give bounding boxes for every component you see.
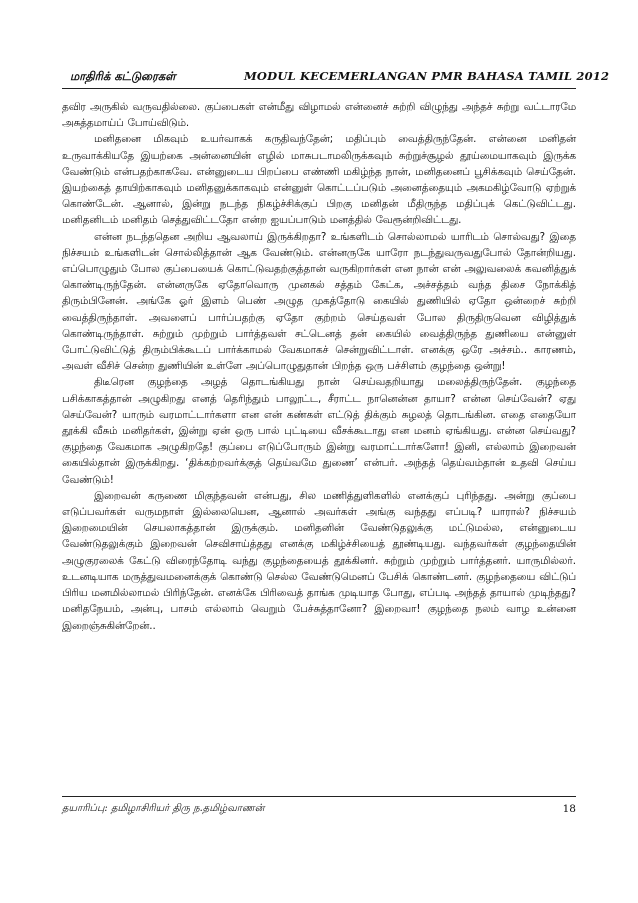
- footer-author: தயாரிப்பு: தமிழாசிரியர் திரு ந.தமிழ்வாணன்: [62, 803, 265, 814]
- essay-paragraph-4: திடீரென குழந்தை அழத் தொடங்கியது நான் செய்வதறியாது மலைத்திருந்தேன். குழந்தை பசிக்காகத்தான் அழுகிறது எனத் தெரிந்தும் பாலூட்ட, சீராட்ட நானென்ன தாயா? என்ன செய்வேன்? ஏது செய்வேன்? யாரும் வரமாட்டார்களா என என் கண்கள் எட்டுத் திக்கும் சுழலத் தொடங்கின. எதை எதையோ தூக்கி வீசும் மனிதர்கள், இன்று ஏன் ஒரு பால் புட்டியை வீசக்கூடாது என மனம் ஏங்கியது. என்ன செய்வது? குழந்தை வேகமாக அழுகிறதே! குப்பை எடுப்போரும் இன்று வரமாட்டார்களோ! இனி, எல்லாம் இறைவன் கையில்தான் இருக்கிறது. ‘திக்கற்றவர்க்குத் தெய்வமே துணை’ என்பர். அந்தத் தெய்வம்தான் உதவி செய்ய வேண்டும்!: [62, 376, 576, 486]
- header-right-title: MODUL KECEMERLANGAN PMR BAHASA TAMIL 2012: [244, 69, 610, 83]
- page-number: 18: [562, 803, 576, 815]
- header-left-title: மாதிரிக் கட்டுரைகள்: [70, 69, 176, 83]
- page-header: [62, 66, 610, 89]
- essay-paragraph-1: தவிர அருகில் வருவதில்லை. குப்பைகள் என்மீது விழாமல் என்னைச் சுற்றி விழுந்து அந்தச் சுற்று வட்டாரமே அசுத்தமாய்ப் போய்விடும்.: [62, 101, 576, 130]
- essay-paragraph-3: என்ன நடந்ததென அறிய ஆவலாய் இருக்கிறதா? உங்களிடம் சொல்லாமல் யாரிடம் சொல்வது? இதை நிச்சயம் உங்களிடன் சொல்லித்தான் ஆக வேண்டும். என்னருகே யாரோ நடந்துவருவதுபோல் தோன்றியது. எப்பொழுதும் போல குப்பையைக் கொட்டுவதற்குத்தான் வருகிறார்கள் என நான் என் அலுவலைக் கவனித்துக் கொண்டிருந்தேன். என்னருகே ஏதோவொரு முனகல் சத்தம் கேட்க, அச்சத்தம் வந்த திசை நோக்கித் திரும்பினேன். அங்கே ஓர் இளம் பெண் அழுத முகத்தோடு கையில் துணியில் ஏதோ ஒன்றைச் சுற்றி வைத்திருந்தாள். அவளைப் பார்ப்பதற்கு ஏதோ குற்றம் செய்தவள் போல திருதிருவென விழித்துக் கொண்டிருந்தாள். சுற்றும் முற்றும் பார்த்தவள் சட்டெனத் தன் கையில் வைத்திருந்த துணியை என்னுள் போட்டுவிட்டுத் திரும்பிக்கூடப் பார்க்காமல் வேகமாகச் சென்றுவிட்டாள். எனக்கு ஒரே அச்சம்.. காரணம், அவள் வீசிச் சென்ற துணியின் உள்ளே அப்பொழுதுதான் பிறந்த ஒரு பச்சிளம் குழந்தை ஒன்று!: [62, 230, 576, 373]
- essay-paragraph-2: மனிதனை மிகவும் உயர்வாகக் கருதிவந்தேன்; மதிப்பும் வைத்திருந்தேன். என்னை மனிதன் உருவாக்கியதே இயற்கை அன்னையின் எழில் மாசுபடாமலிருக்கவும் சுற்றுச்சூழல் தூய்மையாகவும் இருக்க வேண்டும் என்பதற்காகவே. என்னுடைய பிறப்பை எண்ணி மகிழ்ந்த நான், மனிதனைப் பூசிக்கவும் செய்தேன். இயற்கைத் தாயிற்காகவும் மனிதனுக்காகவும் என்னுள் கொட்டப்படும் அனைத்தையும் அகமகிழ்வோடு ஏற்றுக் கொண்டேன். ஆனால், இன்று நடந்த நிகழ்ச்சிக்குப் பிறகு மனிதன் மீதிருந்த மதிப்புக் கெட்டுவிட்டது. மனிதனிடம் மனிதம் செத்துவிட்டதோ என்ற ஐயப்பாடும் மனத்தில் வேரூன்றிவிட்டது.: [62, 133, 576, 227]
- essay-paragraph-5: இறைவன் கருணை மிகுந்தவன் என்பது, சில மணித்துளிகளில் எனக்குப் புரிந்தது. அன்று குப்பை எடுப்பவர்கள் வருமநாள் இல்லையென, ஆனால் அவர்கள் அங்கு வந்தது எப்படி? யாரால்? நிச்சயம் இறைமையின் செயலாகத்தான் இருக்கும். மனிதனின் வேண்டுதலுக்கு மட்டுமல்ல, என்னுடைய வேண்டுதலுக்கும் இறைவன் செவிசாய்த்தது எனக்கு மகிழ்ச்சியைத் தூண்டியது. வந்தவர்கள் குழந்தையின் அழுகுரலைக் கேட்டு விரைந்தோடி வந்து குழந்தையைத் தூக்கினர். சுற்றும் முற்றும் பார்த்தனர். யாருமில்லர். உடனடியாக மருத்துவமனைக்குக் கொண்டு செல்ல வேண்டுமெனப் பேசிக் கொண்டனர். குழந்தையை விட்டுப் பிரிய மனமில்லாமல் பிரிந்தேன். எனக்கே பிரிவைத் தாங்க முடியாத போது, எப்படி அந்தத் தாயால் முடிந்தது? மனிதநேயம், அன்பு, பாசம் எல்லாம் வெறும் பேச்சுத்தானோ? இறைவா! குழந்தை நலம் வாழ உன்னை இறைஞ்சுகின்றேன்..: [62, 489, 576, 632]
- page-footer: [62, 796, 576, 817]
- essay-body: [62, 99, 576, 634]
